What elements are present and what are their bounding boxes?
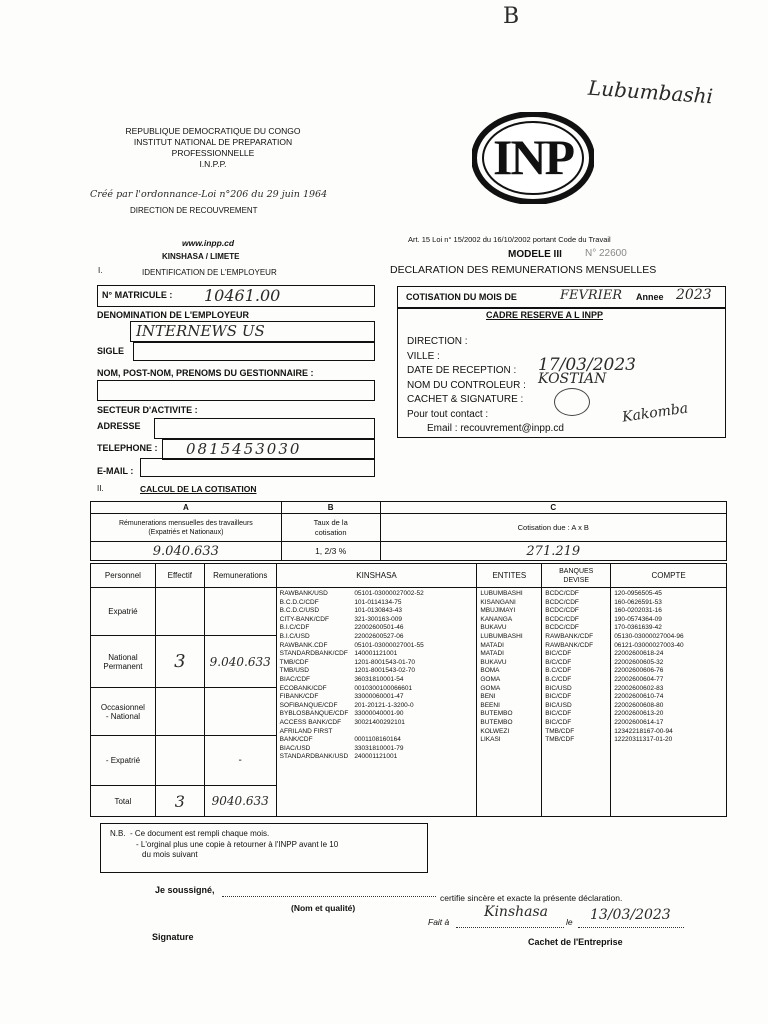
banque-devise-item: BCDC/CDF bbox=[545, 607, 579, 615]
secteur-label: SECTEUR D'ACTIVITE : bbox=[97, 405, 198, 415]
logo-text: INP bbox=[492, 129, 574, 185]
banque-devise-item: BIC/USD bbox=[545, 701, 572, 709]
reserve-ville: VILLE : bbox=[407, 350, 440, 362]
col-b-desc bbox=[281, 514, 380, 542]
row-effectif[interactable]: 3 bbox=[155, 636, 204, 688]
kinshasa-account-item: 1201-8001543-01-70 bbox=[354, 658, 416, 666]
gestionnaire-box bbox=[97, 380, 375, 401]
email-label: E-MAIL : bbox=[97, 466, 134, 476]
nb-line1-row bbox=[110, 829, 338, 840]
entite-item: KANANGA bbox=[480, 615, 513, 623]
banque-devise-item: B.C/CDF bbox=[545, 675, 572, 683]
kinshasa-account-item: 05101-03000027002-52 bbox=[354, 590, 424, 597]
th-remunerations: Remunerations bbox=[204, 564, 276, 588]
kinshasa-accounts-list bbox=[354, 590, 423, 762]
matricule-value[interactable]: 10461.00 bbox=[204, 286, 281, 305]
kinshasa-bank-item: ECOBANK/CDF bbox=[279, 684, 327, 692]
row-remun[interactable]: - bbox=[204, 736, 276, 786]
reserve-title: CADRE RESERVE A L INPP bbox=[486, 310, 604, 320]
row-label-1: Expatrié bbox=[108, 607, 138, 616]
row-label-1: National bbox=[108, 652, 138, 662]
col-a-value[interactable]: 9.040.633 bbox=[91, 542, 282, 561]
compte-item: 22002600606-76 bbox=[614, 667, 664, 675]
kinshasa-bank-item: TMB/USD bbox=[279, 667, 309, 675]
banque-devise-item: TMB/CDF bbox=[545, 736, 575, 744]
nom-qualite: (Nom et qualité) bbox=[291, 903, 356, 913]
row-label-1: Occasionnel bbox=[100, 702, 145, 712]
compte-item: 22002600614-17 bbox=[614, 718, 664, 726]
kinshasa-account-item: 33000060001-47 bbox=[354, 693, 404, 701]
row-label bbox=[91, 736, 156, 786]
row-effectif[interactable] bbox=[155, 588, 204, 636]
kinshasa-bank-item: BANK/CDF bbox=[279, 736, 313, 744]
inpp-logo bbox=[472, 112, 594, 204]
denomination-value[interactable]: INTERNEWS US bbox=[136, 322, 265, 340]
document-title: DECLARATION DES REMUNERATIONS MENSUELLES bbox=[390, 264, 657, 276]
th-personnel: Personnel bbox=[91, 564, 156, 588]
entite-item: MATADI bbox=[480, 641, 504, 649]
reserve-signature: Kakomba bbox=[621, 400, 690, 426]
org-address: KINSHASA / LIMETE bbox=[162, 252, 240, 261]
kinshasa-account-item: 05101-03000027001-55 bbox=[354, 641, 424, 649]
reserve-email: Email : recouvrement@inpp.cd bbox=[427, 423, 564, 434]
entite-item: LUBUMBASHI bbox=[480, 632, 523, 640]
sigle-label: SIGLE bbox=[97, 346, 125, 356]
cotisation-annee[interactable]: 2023 bbox=[676, 287, 712, 303]
reserve-reception: DATE DE RECEPTION : bbox=[407, 365, 517, 376]
nb-line1: - Ce document est rempli chaque mois. bbox=[130, 829, 270, 838]
kinshasa-account-item bbox=[354, 728, 423, 737]
comptes-list bbox=[611, 588, 727, 817]
compte-item: 06121-03000027003-40 bbox=[614, 641, 684, 649]
entite-item: BUKAVU bbox=[480, 624, 507, 632]
cotisation-annee-label: Annee bbox=[636, 292, 664, 302]
entite-item: BUTEMBO bbox=[480, 710, 513, 718]
col-b-desc-2: cotisation bbox=[314, 527, 347, 537]
kinshasa-bank-item: ACCESS BANK/CDF bbox=[279, 718, 342, 726]
je-soussigne: Je soussigné, bbox=[155, 885, 215, 895]
col-b-value: 1, 2/3 % bbox=[281, 542, 380, 561]
kinshasa-bank-item: BIAC/CDF bbox=[279, 675, 311, 683]
kinshasa-bank-item: BIAC/USD bbox=[279, 744, 311, 752]
table-row bbox=[91, 588, 727, 636]
section2-title: CALCUL DE LA COTISATION bbox=[140, 484, 257, 494]
org-header bbox=[88, 126, 338, 170]
kinshasa-banks-list bbox=[280, 590, 349, 762]
model-label: MODELE III bbox=[508, 249, 562, 260]
fait-a-label: Fait à bbox=[428, 917, 450, 927]
banque-devise-item: B.C/CDF bbox=[545, 667, 572, 675]
kinshasa-account-item: 33000040001-90 bbox=[354, 710, 404, 718]
telephone-value[interactable]: 0815453030 bbox=[186, 440, 302, 458]
banque-devise-item: BCDC/CDF bbox=[545, 624, 579, 632]
compte-item: 22002600618-24 bbox=[614, 650, 664, 658]
adresse-label: ADRESSE bbox=[97, 421, 141, 431]
kinshasa-bank-item: CITY-BANK/CDF bbox=[279, 615, 329, 623]
denomination-label: DENOMINATION DE L'EMPLOYEUR bbox=[97, 310, 249, 320]
kinshasa-account-item: 201-20121-1-3200-0 bbox=[354, 701, 414, 709]
matricule-label: N° MATRICULE : bbox=[102, 290, 173, 300]
kinshasa-bank-item: RAWBANK.CDF bbox=[279, 641, 328, 649]
org-line3: PROFESSIONNELLE bbox=[171, 148, 255, 158]
entite-item: BENI bbox=[480, 693, 496, 701]
controleur-value: KOSTIAN bbox=[538, 371, 607, 387]
compte-item: 160-0202031-16 bbox=[614, 607, 662, 615]
entite-item: KOLWEZI bbox=[480, 727, 510, 735]
entite-item: GOMA bbox=[480, 684, 501, 692]
entite-item: MBUJIMAYI bbox=[480, 607, 516, 615]
kinshasa-bank-item: B.C.D.C/CDF bbox=[279, 598, 319, 606]
entite-item: GOMA bbox=[480, 675, 501, 683]
reserve-cachet: CACHET & SIGNATURE : bbox=[407, 394, 524, 405]
col-a-desc bbox=[91, 514, 282, 542]
reception-date-value: 17/03/2023 bbox=[538, 355, 636, 375]
entite-item: BOMA bbox=[480, 667, 500, 675]
row-remun[interactable] bbox=[204, 688, 276, 736]
section1-title: IDENTIFICATION DE L'EMPLOYEUR bbox=[142, 268, 277, 277]
sigle-box bbox=[133, 342, 375, 361]
section1-num: I. bbox=[98, 266, 103, 275]
col-a-desc-2: (Expatriés et Nationaux) bbox=[148, 528, 224, 536]
entite-item: BUKAVU bbox=[480, 658, 507, 666]
kinshasa-account-item: 0001108160164 bbox=[354, 736, 401, 744]
row-label bbox=[91, 688, 156, 736]
compte-item: 160-0626591-53 bbox=[614, 598, 662, 606]
banque-devise-item: BCDC/CDF bbox=[545, 598, 579, 606]
row-label-2: Permanent bbox=[103, 661, 143, 671]
reserve-controleur: NOM DU CONTROLEUR : bbox=[407, 379, 526, 391]
kinshasa-account-item: 0010300100066601 bbox=[354, 684, 413, 692]
total-remun[interactable]: 9040.633 bbox=[204, 786, 276, 817]
compte-item: 22002600604-77 bbox=[614, 675, 664, 683]
kinshasa-bank-item: BYBLOSBANQUE/CDF bbox=[279, 710, 349, 718]
kinshasa-account-item: 140001121001 bbox=[354, 650, 398, 658]
declaration-date[interactable]: 13/03/2023 bbox=[590, 907, 671, 923]
total-label: Total bbox=[91, 786, 156, 817]
entite-item: BUTEMBO bbox=[480, 718, 513, 726]
banque-devise-item: BIC/USD bbox=[545, 684, 572, 692]
kinshasa-cell bbox=[276, 588, 477, 817]
row-label bbox=[91, 636, 156, 688]
kinshasa-bank-item: TMB/CDF bbox=[279, 658, 309, 666]
personnel-table bbox=[90, 563, 727, 817]
kinshasa-account-item: 33031810001-79 bbox=[354, 744, 404, 752]
signature-label: Signature bbox=[152, 932, 194, 942]
org-line1: REPUBLIQUE DEMOCRATIQUE DU CONGO bbox=[125, 126, 301, 136]
compte-item: 22002600613-20 bbox=[614, 710, 664, 718]
compte-item: 12220311317-01-20 bbox=[614, 736, 673, 744]
entite-item: KISANGANI bbox=[480, 598, 516, 606]
col-b-desc-1: Taux de la bbox=[313, 517, 348, 527]
org-line2: INSTITUT NATIONAL DE PREPARATION bbox=[133, 137, 293, 147]
kinshasa-account-item: 240001121001 bbox=[354, 753, 398, 761]
banque-devise-item: TMB/CDF bbox=[545, 727, 575, 735]
col-a-desc-1: Rémunerations mensuelles des travailleurs bbox=[118, 519, 253, 527]
banque-devise-item: BCDC/CDF bbox=[545, 615, 579, 623]
email-box bbox=[140, 458, 375, 477]
col-b-header: B bbox=[281, 502, 380, 514]
kinshasa-account-item: 22002600527-06 bbox=[354, 632, 404, 640]
row-effectif[interactable] bbox=[155, 736, 204, 786]
col-c-desc: Cotisation due : A x B bbox=[380, 514, 726, 542]
kinshasa-bank-item: AFRILAND FIRST bbox=[279, 727, 333, 735]
cotisation-month[interactable]: FEVRIER bbox=[560, 288, 623, 303]
kinshasa-bank-item: STANDARDBANK/USD bbox=[279, 753, 349, 761]
compte-item: 22002600608-80 bbox=[614, 701, 664, 709]
row-label-1: - Expatrié bbox=[105, 756, 141, 765]
compte-item: 22002600610-74 bbox=[614, 693, 664, 701]
fait-a-place[interactable]: Kinshasa bbox=[484, 904, 549, 920]
th-effectif: Effectif bbox=[155, 564, 204, 588]
col-a-header: A bbox=[91, 502, 282, 514]
row-label bbox=[91, 588, 156, 636]
row-remun[interactable] bbox=[204, 588, 276, 636]
total-effectif[interactable]: 3 bbox=[155, 786, 204, 817]
kinshasa-account-item: 101-0130843-43 bbox=[354, 607, 403, 615]
le-line bbox=[578, 927, 684, 928]
banque-devise-item: BIC/CDF bbox=[545, 710, 572, 718]
row-effectif[interactable] bbox=[155, 688, 204, 736]
adresse-box bbox=[154, 418, 375, 439]
kinshasa-account-item: 1201-8001543-02-70 bbox=[354, 667, 416, 675]
th-entites: ENTITES bbox=[477, 564, 542, 588]
le-label: le bbox=[566, 917, 573, 927]
org-direction: DIRECTION DE RECOUVREMENT bbox=[130, 206, 258, 215]
soussigne-line bbox=[222, 896, 436, 897]
banque-devise-item: RAWBANK/CDF bbox=[545, 641, 594, 649]
section2-num: II. bbox=[97, 484, 104, 493]
city-handwritten: Lubumbashi bbox=[587, 75, 714, 109]
inpp-stamp-icon bbox=[554, 388, 590, 416]
banque-devise-item: BCDC/CDF bbox=[545, 590, 579, 597]
compte-item: 190-0574364-09 bbox=[614, 615, 662, 623]
th-kinshasa: KINSHASA bbox=[276, 564, 477, 588]
compte-item: 120-0956505-45 bbox=[614, 590, 662, 597]
cachet-label: Cachet de l'Entreprise bbox=[528, 937, 623, 947]
gestionnaire-label: NOM, POST-NOM, PRENOMS DU GESTIONNAIRE : bbox=[97, 368, 314, 378]
th-banques-1: BANQUES bbox=[559, 567, 594, 575]
reserve-contact: Pour tout contact : bbox=[407, 408, 489, 420]
compte-item: 22002600602-83 bbox=[614, 684, 664, 692]
banque-devise-item: BIC/CDF bbox=[545, 718, 572, 726]
kinshasa-account-item: 22002600501-46 bbox=[354, 624, 404, 632]
org-abbr: I.N.P.P. bbox=[199, 159, 227, 169]
kinshasa-bank-item: SOFIBANQUE/CDF bbox=[279, 701, 338, 709]
nb-line3: du mois suivant bbox=[142, 850, 198, 859]
reserve-direction: DIRECTION : bbox=[407, 336, 468, 347]
th-compte: COMPTE bbox=[611, 564, 727, 588]
kinshasa-bank-item: B.I.C/CDF bbox=[279, 624, 310, 632]
row-label-2: - National bbox=[105, 711, 141, 721]
banque-devise-item: RAWBANK/CDF bbox=[545, 632, 594, 640]
cotisation-label: COTISATION DU MOIS DE bbox=[406, 292, 517, 302]
compte-item: 05130-03000027004-96 bbox=[614, 632, 684, 640]
model-number: N° 22600 bbox=[585, 248, 627, 259]
calc-header-table bbox=[90, 501, 727, 561]
certifie-text: certifie sincère et exacte la présente déclaration. bbox=[440, 893, 623, 903]
nb-text bbox=[110, 829, 338, 861]
entite-item: LIKASI bbox=[480, 736, 501, 744]
org-created: Créé par l'ordonnance-Loi n°206 du 29 juin 1964 bbox=[90, 189, 328, 200]
compte-item: 170-0361639-42 bbox=[614, 624, 662, 632]
org-website: www.inpp.cd bbox=[182, 238, 235, 248]
entite-item: MATADI bbox=[480, 650, 504, 658]
row-remun[interactable]: 9.040.633 bbox=[204, 636, 276, 688]
th-banques bbox=[542, 564, 611, 588]
kinshasa-bank-item: RAWBANK/USD bbox=[279, 590, 328, 597]
top-mark: B bbox=[503, 4, 520, 29]
fait-a-line bbox=[456, 927, 564, 928]
nb-line2: - L'orginal plus une copie à retourner à l'INPP avant le 10 bbox=[136, 839, 339, 849]
entites-list bbox=[477, 588, 542, 817]
banque-devise-item: BIC/CDF bbox=[545, 693, 572, 701]
banque-devise-item: B/C/CDF bbox=[545, 658, 572, 666]
th-banques-2: DEVISE bbox=[563, 576, 590, 584]
kinshasa-account-item: 36031810001-54 bbox=[354, 675, 404, 683]
compte-item: 22002600605-32 bbox=[614, 658, 664, 666]
kinshasa-bank-item: FIBANK/CDF bbox=[279, 693, 319, 701]
kinshasa-account-item: 321-300163-009 bbox=[354, 615, 403, 623]
nb-title: N.B. bbox=[110, 829, 126, 838]
col-c-value[interactable]: 271.219 bbox=[380, 542, 726, 561]
kinshasa-account-item: 30021400292101 bbox=[354, 718, 405, 726]
kinshasa-bank-item: B.C.D.C/USD bbox=[279, 607, 320, 615]
telephone-label: TELEPHONE : bbox=[97, 443, 158, 453]
kinshasa-account-item: 101-0114134-75 bbox=[354, 598, 402, 606]
legal-reference: Art. 15 Loi n° 15/2002 du 16/10/2002 portant Code du Travail bbox=[408, 235, 611, 244]
kinshasa-bank-item: B.I.C/USD bbox=[279, 632, 310, 640]
banque-devise-item: BIC/CDF bbox=[545, 650, 572, 658]
entite-item: LUBUMBASHI bbox=[480, 590, 523, 597]
col-c-header: C bbox=[380, 502, 726, 514]
entite-item: BEENI bbox=[480, 701, 500, 709]
compte-item: 12342218167-00-94 bbox=[614, 727, 673, 735]
kinshasa-bank-item: STANDARDBANK/CDF bbox=[279, 650, 348, 658]
banques-list bbox=[542, 588, 611, 817]
